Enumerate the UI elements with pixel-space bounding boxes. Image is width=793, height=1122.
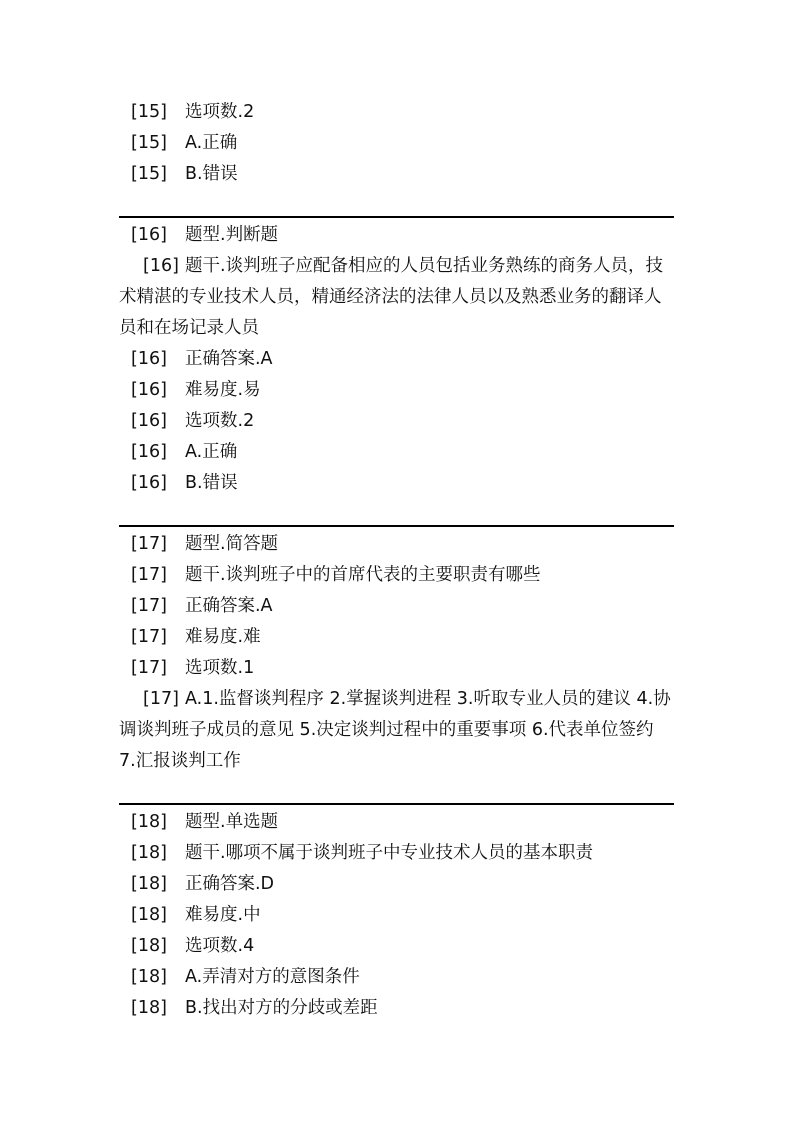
line-text: 选项数.2 (185, 102, 255, 122)
line-text: 题干.哪项不属于谈判班子中专业技术人员的基本职责 (185, 843, 594, 863)
question-number: [16] (131, 411, 167, 431)
question-number: [16] (131, 380, 167, 400)
line-text: 选项数.2 (185, 411, 255, 431)
section-divider (119, 525, 674, 527)
question-number: [18] (131, 812, 167, 832)
question-number: [16] (143, 256, 179, 276)
line-text: B.错误 (185, 164, 238, 184)
question-line (119, 375, 674, 406)
question-block-16 (119, 220, 674, 499)
question-line (119, 468, 674, 499)
line-text: B.找出对方的分歧或差距 (185, 998, 378, 1018)
line-text: A.正确 (185, 133, 238, 153)
section-divider (119, 216, 674, 218)
line-text: 正确答案.A (185, 349, 273, 369)
question-line (119, 529, 674, 560)
question-line (119, 653, 674, 684)
line-text: 题干.谈判班子应配备相应的人员包括业务熟练的商务人员，技术精湛的专业技术人员，精通经济法的法律人员以及熟悉业务的翻译人员和在场记录人员 (119, 256, 664, 338)
question-number: [17] (131, 627, 167, 647)
line-text: 正确答案.D (185, 874, 275, 894)
question-line (119, 591, 674, 622)
question-number: [17] (131, 565, 167, 585)
question-number: [17] (143, 689, 179, 709)
question-list (119, 97, 674, 1024)
question-number: [15] (131, 164, 167, 184)
question-line (119, 931, 674, 962)
line-text: 题型.单选题 (185, 812, 279, 832)
question-number: [15] (131, 133, 167, 153)
line-text: A.正确 (185, 442, 238, 462)
line-text: 选项数.1 (185, 658, 255, 678)
question-number: [18] (131, 843, 167, 863)
line-text: 正确答案.A (185, 596, 273, 616)
line-text: 题型.判断题 (185, 225, 279, 245)
question-number: [16] (131, 442, 167, 462)
question-line (119, 560, 674, 591)
section-divider (119, 803, 674, 805)
line-text: B.错误 (185, 473, 238, 493)
line-text: 难易度.难 (185, 627, 261, 647)
question-number: [17] (131, 596, 167, 616)
question-number: [15] (131, 102, 167, 122)
question-line (119, 900, 674, 931)
question-line (119, 97, 674, 128)
line-text: 难易度.易 (185, 380, 261, 400)
question-line (119, 128, 674, 159)
question-number: [17] (131, 534, 167, 554)
question-line (119, 962, 674, 993)
line-text: 难易度.中 (185, 905, 261, 925)
question-line (119, 993, 674, 1024)
question-number: [16] (131, 225, 167, 245)
line-text: A.弄清对方的意图条件 (185, 967, 360, 987)
question-number: [18] (131, 967, 167, 987)
line-text: 题干.谈判班子中的首席代表的主要职责有哪些 (185, 565, 541, 585)
question-number: [17] (131, 658, 167, 678)
question-line (119, 622, 674, 653)
question-stem (119, 251, 674, 344)
line-text: A.1.监督谈判程序 2.掌握谈判进程 3.听取专业人员的建议 4.协调谈判班子成员的意见 5.决定谈判过程中的重要事项 6.代表单位签约 7.汇报谈判工作 (119, 689, 671, 771)
line-text: 选项数.4 (185, 936, 255, 956)
question-line (119, 838, 674, 869)
question-number: [18] (131, 905, 167, 925)
question-line (119, 159, 674, 190)
question-block-15 (119, 97, 674, 190)
question-number: [18] (131, 936, 167, 956)
question-block-17 (119, 529, 674, 777)
answer-text (119, 684, 674, 777)
question-number: [18] (131, 874, 167, 894)
question-number: [16] (131, 473, 167, 493)
question-line (119, 220, 674, 251)
question-line (119, 406, 674, 437)
question-line (119, 807, 674, 838)
question-line (119, 344, 674, 375)
question-line (119, 869, 674, 900)
question-number: [18] (131, 998, 167, 1018)
question-number: [16] (131, 349, 167, 369)
line-text: 题型.简答题 (185, 534, 279, 554)
question-block-18 (119, 807, 674, 1024)
question-line (119, 437, 674, 468)
